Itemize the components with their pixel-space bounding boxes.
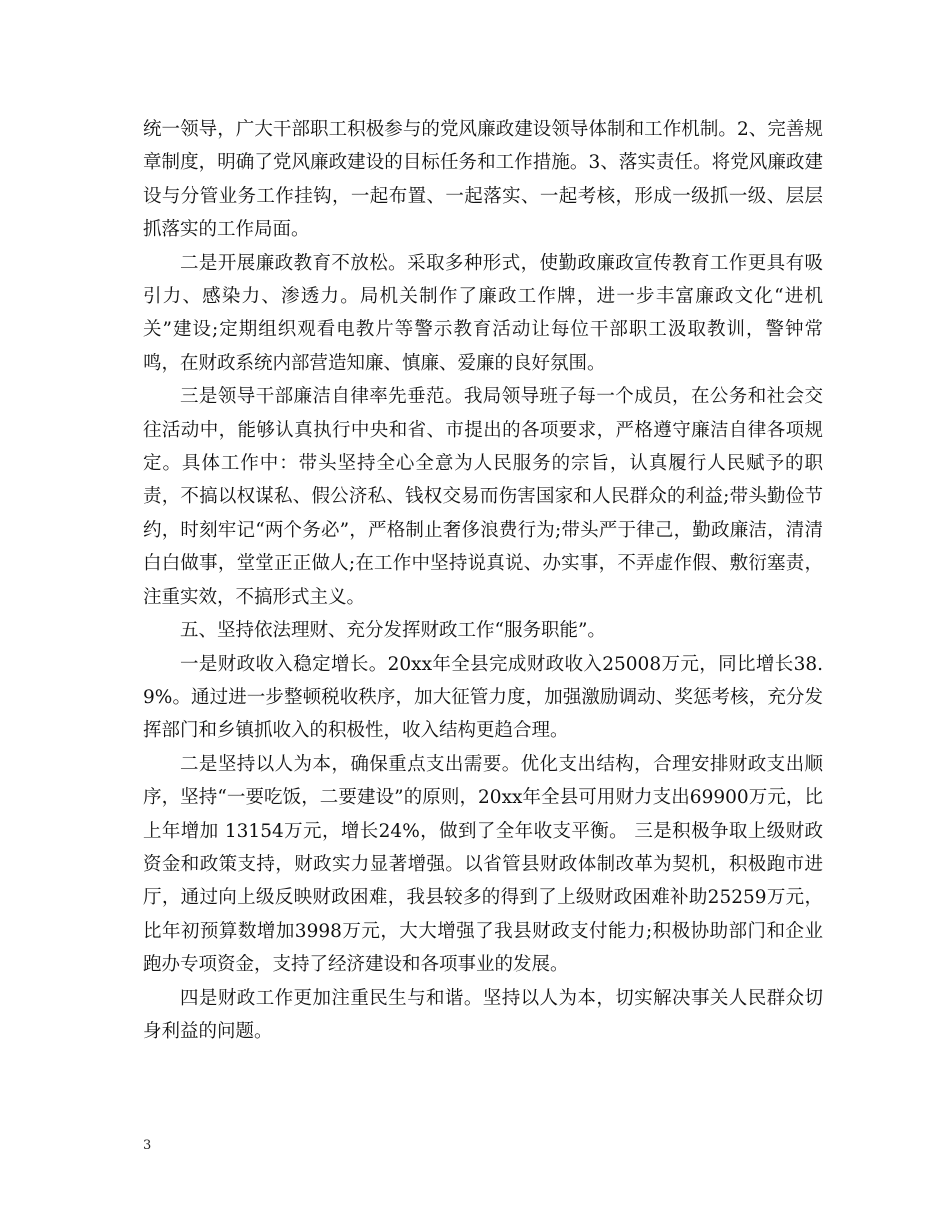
paragraph-6: 二是坚持以人为本，确保重点支出需要。优化支出结构，合理安排财政支出顺序，坚持“一要吃饭，二要建设”的原则，20xx年全县可用财力支出69900万元，比上年增加 13154万元，增长24%，做到了全年收支平衡。 三是积极争取上级财政资金和政策支持，财政实力显著增强。以省管县财政体制改革为契机，积极跑市进厅，通过向上级反映财政困难，我县较多的得到了上级财政困难补助25259万元，比年初预算数增加3998万元，大大增强了我县财政支付能力;积极协助部门和企业跑办专项资金，支持了经济建设和各项事业的发展。 (143, 753, 823, 976)
page-number: 3 (143, 1138, 152, 1153)
section-heading-5: 五、坚持依法理财、充分发挥财政工作“服务职能”。 (180, 620, 606, 642)
paragraph-3: 三是领导干部廉洁自律率先垂范。我局领导班子每一个成员，在公务和社会交往活动中，能够认真执行中央和省、市提出的各项要求，严格遵守廉洁自律各项规定。具体工作中：带头坚持全心全意为人民服务的宗旨，认真履行人民赋予的职责，不搞以权谋私、假公济私、钱权交易而伤害国家和人民群众的利益;带头勤俭节约，时刻牢记“两个务必”，严格制止奢侈浪费行为;带头严于律己，勤政廉洁，清清白白做事，堂堂正正做人;在工作中坚持说真说、办实事，不弄虚作假、敷衍塞责，注重实效，不搞形式主义。 (143, 386, 823, 608)
paragraph-5: 一是财政收入稳定增长。20xx年全县完成财政收入25008万元，同比增长38.9%。通过进一步整顿税收秩序，加大征管力度，加强激励调动、奖惩考核，充分发挥部门和乡镇抓收入的积极性，收入结构更趋合理。 (143, 653, 823, 742)
document-body (143, 113, 823, 1048)
paragraph-1: 统一领导，广大干部职工积极参与的党风廉政建设领导体制和工作机制。2、完善规章制度，明确了党风廉政建设的目标任务和工作措施。3、落实责任。将党风廉政建设与分管业务工作挂钩，一起布置、一起落实、一起考核，形成一级抓一级、层层抓落实的工作局面。 (143, 119, 823, 241)
paragraph-2: 二是开展廉政教育不放松。采取多种形式，使勤政廉政宣传教育工作更具有吸引力、感染力、渗透力。局机关制作了廉政工作牌，进一步丰富廉政文化“进机关”建设;定期组织观看电教片等警示教育活动让每位干部职工汲取教训，警钟常鸣，在财政系统内部营造知廉、慎廉、爱廉的良好氛围。 (143, 252, 823, 374)
paragraph-7: 四是财政工作更加注重民生与和谐。坚持以人为本，切实解决事关人民群众切身利益的问题。 (143, 987, 823, 1042)
